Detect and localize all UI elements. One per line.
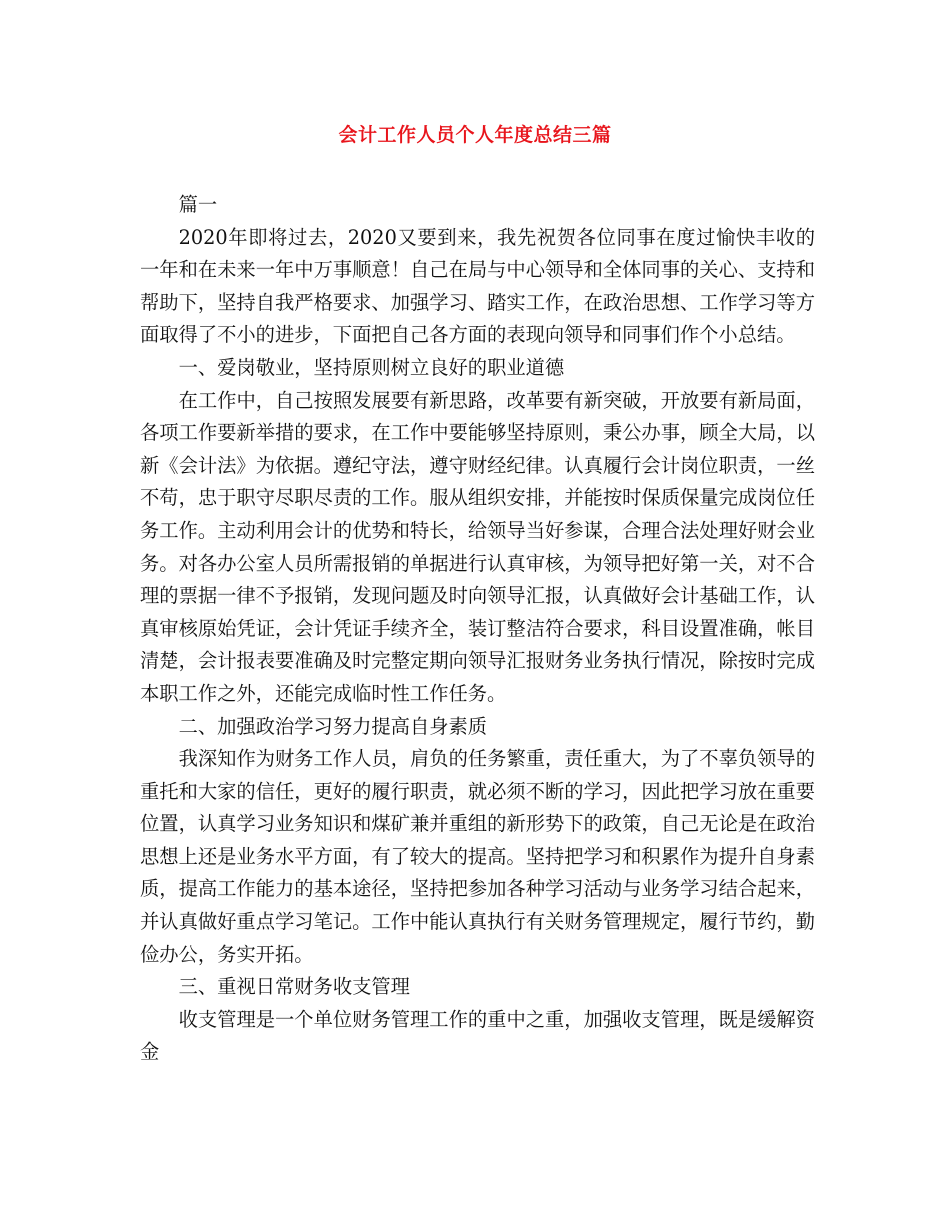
section-heading-2: 二、加强政治学习努力提高自身素质 xyxy=(178,714,488,738)
body-paragraph-1: 在工作中，自己按照发展要有新思路，改革要有新突破，开放要有新局面，各项工作要新举措的要求，在工作中要能够坚持原则，秉公办事，顾全大局，以新《会计法》为依据。遵纪守法，遵守财经纪律。认真履行会计岗位职责，一丝不苟，忠于职守尽职尽责的工作。服从组织安排，并能按时保质保量完成岗位任务工作。主动利用会计的优势和特长，给领导当好参谋，合理合法处理好财会业务。对各办公室人员所需报销的单据进行认真审核，为领导把好第一关，对不合理的票据一律不予报销，发现问题及时向领导汇报，认真做好会计基础工作，认真审核原始凭证，会计凭证手续齐全，装订整洁符合要求，科目设置准确，帐目清楚，会计报表要准确及时完整定期向领导汇报财务业务执行情况，除按时完成本职工作之外，还能完成临时性工作任务。 xyxy=(140,388,815,705)
document-body xyxy=(140,189,815,1069)
section-heading-1: 一、爱岗敬业，坚持原则树立良好的职业道德 xyxy=(178,355,565,379)
body-paragraph-3: 收支管理是一个单位财务管理工作的重中之重，加强收支管理，既是缓解资金 xyxy=(140,1007,815,1064)
section-label: 篇一 xyxy=(178,193,218,216)
document-title: 会计工作人员个人年度总结三篇 xyxy=(338,124,612,146)
section-heading-3: 三、重视日常财务收支管理 xyxy=(178,975,410,999)
body-paragraph-2: 我深知作为财务工作人员，肩负的任务繁重，责任重大，为了不辜负领导的重托和大家的信任，更好的履行职责，就必须不断的学习，因此把学习放在重要位置，认真学习业务知识和煤矿兼并重组的新形势下的政策，自己无论是在政治思想上还是业务水平方面，有了较大的提高。坚持把学习和积累作为提升自身素质，提高工作能力的基本途径，坚持把参加各种学习活动与业务学习结合起来，并认真做好重点学习笔记。工作中能认真执行有关财务管理规定，履行节约，勤俭办公，务实开拓。 xyxy=(140,747,815,966)
intro-paragraph: 2020年即将过去，2020又要到来，我先祝贺各位同事在度过愉快丰收的一年和在未来一年中万事顺意！自己在局与中心领导和全体同事的关心、支持和帮助下，坚持自我严格要求、加强学习、踏实工作，在政治思想、工作学习等方面取得了不小的进步，下面把自己各方面的表现向领导和同事们作个小总结。 xyxy=(140,225,815,347)
